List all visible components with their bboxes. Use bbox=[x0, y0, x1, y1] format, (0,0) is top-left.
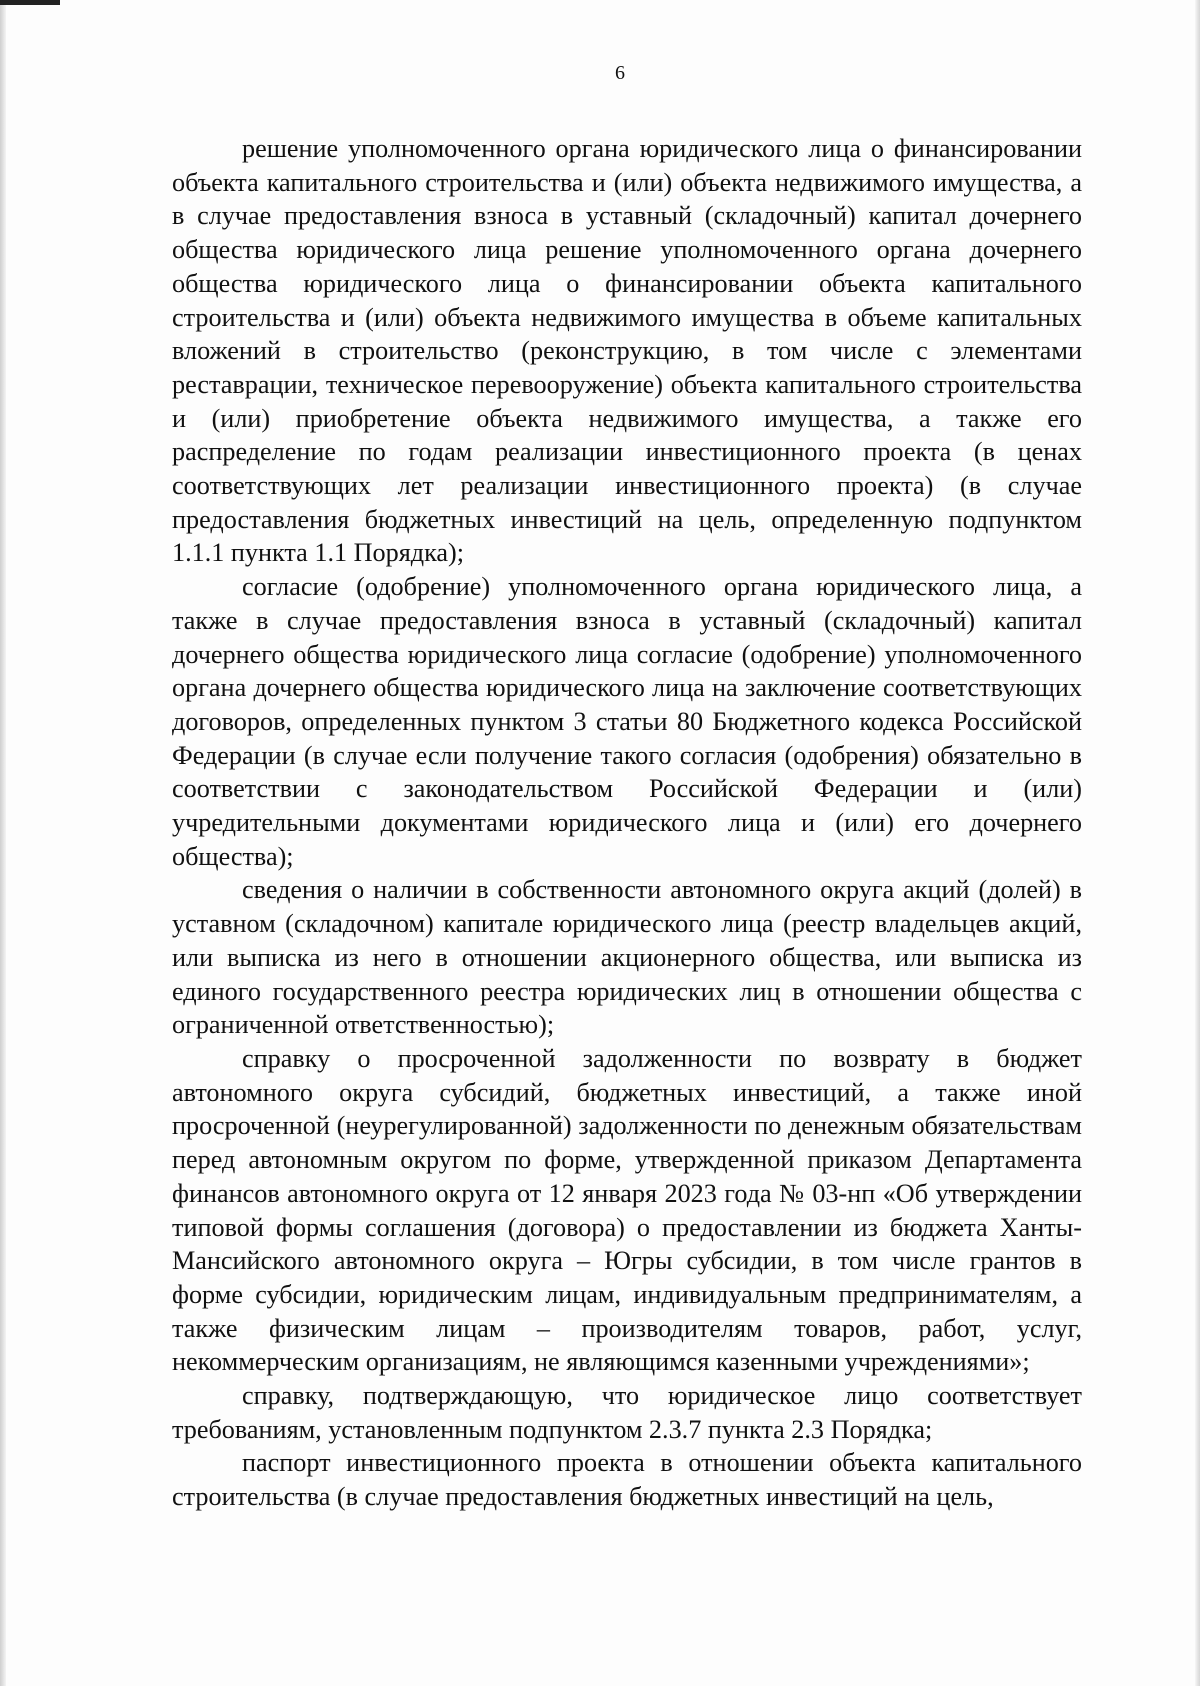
paragraph-decision: решение уполномоченного органа юридического лица о финансировании объекта капитального строительства и (или) объекта недвижимого имущества, а в случае предоставления взноса в уставный (складочный) капитал дочернего общества юридического лица решение уполномоченного органа дочернего общества юридического лица о финансировании объекта капитального строительства и (или) объекта недвижимого имущества в объеме капитальных вложений в строительство (реконструкцию, в том числе с элементами реставрации, техническое перевооружение) объекта капитального строительства и (или) приобретение объекта недвижимого имущества, а также его распределение по годам реализации инвестиционного проекта (в ценах соответствующих лет реализации инвестиционного проекта) (в случае предоставления бюджетных инвестиций на цель, определенную подпунктом 1.1.1 пункта 1.1 Порядка); bbox=[172, 134, 1082, 568]
paragraph-compliance-certificate: справку, подтверждающую, что юридическое лицо соответствует требованиям, установленным подпунктом 2.3.7 пункта 2.3 Порядка; bbox=[172, 1381, 1082, 1444]
page-number: 6 bbox=[615, 62, 625, 84]
paragraph-shares-info: сведения о наличии в собственности автономного округа акций (долей) в уставном (складочном) капитале юридического лица (реестр владельцев акций, или выписка из него в отношении акционерного общества, или выписка из единого государственного реестра юридических лиц в отношении общества с ограниченной ответственностью); bbox=[172, 875, 1082, 1040]
paragraph-project-passport: паспорт инвестиционного проекта в отношении объекта капитального строительства (в случае предоставления бюджетных инвестиций на цель, bbox=[172, 1448, 1082, 1512]
paragraph-consent: согласие (одобрение) уполномоченного органа юридического лица, а также в случае предоставления взноса в уставный (складочный) капитал дочернего общества юридического лица согласие (одобрение) уполномоченного органа дочернего общества юридического лица на заключение соответствующих договоров, определенных пунктом 3 статьи 80 Бюджетного кодекса Российской Федерации (в случае если получение такого согласия (одобрения) обязательно в соответствии с законодательством Российской Федерации и (или) учредительными документами юридического лица и (или) его дочернего общества); bbox=[172, 572, 1082, 871]
scan-corner-mark bbox=[0, 0, 60, 5]
paragraph-debt-certificate: справку о просроченной задолженности по возврату в бюджет автономного округа субсидий, бюджетных инвестиций, а также иной просроченной (неурегулированной) задолженности по денежным обязательствам перед автономным округом по форме, утвержденной приказом Департамента финансов автономного округа от 12 января 2023 года № 03-нп «Об утверждении типовой формы соглашения (договора) о предоставлении из бюджета Ханты-Мансийского автономного округа – Югры субсидии, в том числе грантов в форме субсидии, юридическим лицам, индивидуальным предпринимателям, а также физическим лицам – производителям товаров, работ, услуг, некоммерческим организациям, не являющимся казенными учреждениями»; bbox=[172, 1043, 1082, 1377]
scan-left-edge bbox=[0, 0, 6, 1686]
document-body bbox=[172, 132, 1082, 1514]
scan-right-edge bbox=[1195, 0, 1200, 1686]
